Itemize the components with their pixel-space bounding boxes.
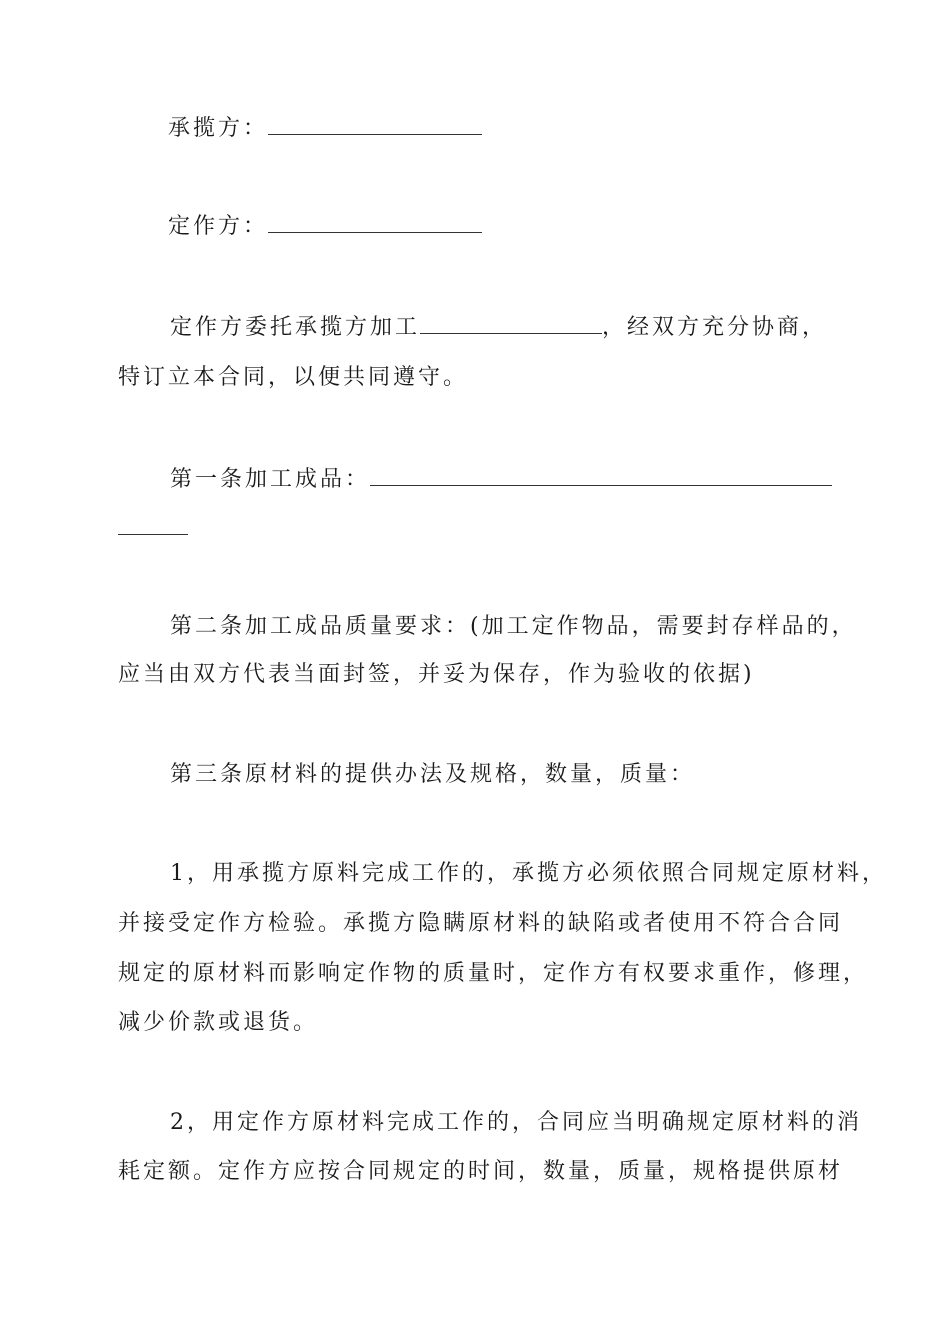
article1-label: 第一条加工成品：: [170, 467, 371, 492]
contractor-row: [168, 114, 482, 144]
item1-line-3: 规定的原材料而影响定作物的质量时，定作方有权要求重作，修理，: [118, 961, 869, 986]
article1-blank-continuation[interactable]: [118, 516, 188, 535]
item2-line-1: 2，用定作方原材料完成工作的，合同应当明确规定原材料的消: [170, 1110, 862, 1135]
item1-line-4: 减少价款或退货。: [118, 1010, 319, 1035]
orderer-blank[interactable]: [268, 214, 482, 233]
article1-row: [170, 465, 832, 495]
article1-continuation: [118, 514, 188, 544]
processing-item-blank[interactable]: [420, 315, 602, 334]
item1-line-2: 并接受定作方检验。承揽方隐瞒原材料的缺陷或者使用不符合合同: [118, 911, 844, 936]
orderer-label: 定作方：: [168, 214, 269, 239]
contractor-blank[interactable]: [268, 116, 482, 135]
item2-line-2: 耗定额。定作方应按合同规定的时间，数量，质量，规格提供原材: [118, 1159, 844, 1184]
intro-line-2: 特订立本合同，以便共同遵守。: [118, 365, 469, 390]
intro-text-a: 定作方委托承揽方加工: [170, 315, 421, 340]
orderer-row: [168, 212, 482, 242]
intro-line-1: [170, 313, 827, 343]
intro-text-b: ，经双方充分协商，: [602, 315, 828, 340]
article2-line-1: 第二条加工成品质量要求：(加工定作物品，需要封存样品的，: [170, 614, 857, 639]
contractor-label: 承揽方：: [168, 116, 269, 141]
article2-line-2: 应当由双方代表当面封签，并妥为保存，作为验收的依据): [118, 662, 755, 687]
item1-line-1: 1，用承揽方原料完成工作的，承揽方必须依照合同规定原材料，: [170, 861, 887, 886]
article3-title: 第三条原材料的提供办法及规格，数量，质量：: [170, 762, 696, 787]
article1-blank[interactable]: [370, 467, 832, 486]
